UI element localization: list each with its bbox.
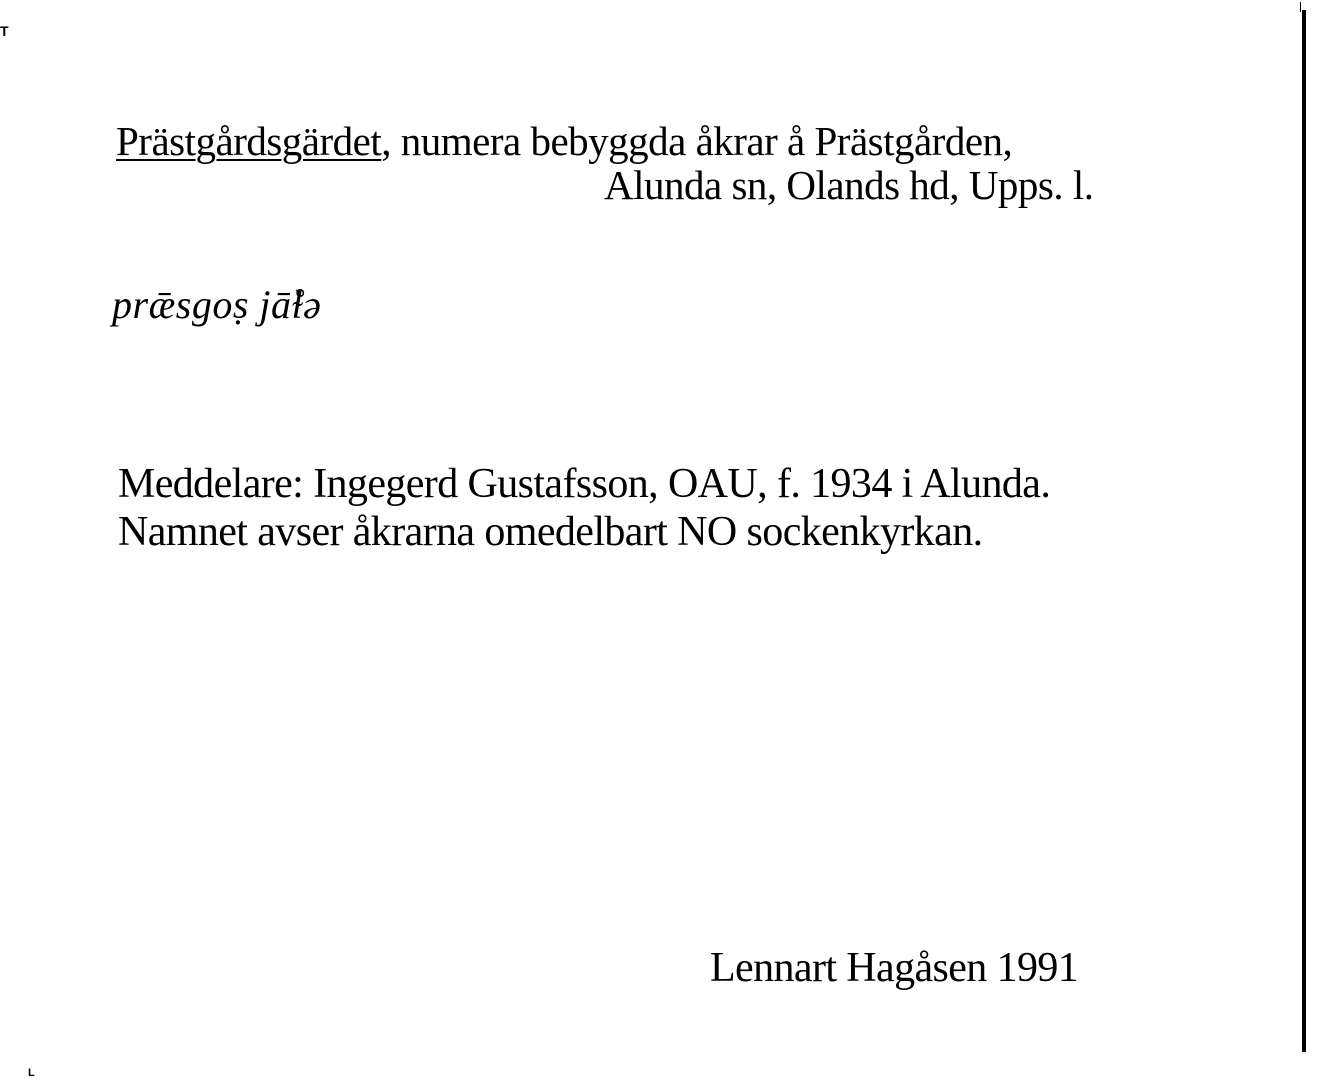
corner-mark-top: T (0, 23, 9, 39)
phonetic-transcription: prǣsgoṣ jā̊ɫə (112, 282, 322, 327)
heading-line-1 (116, 118, 1012, 164)
note-line: Namnet avser åkrarna omedelbart NO sockenkyrkan. (118, 509, 983, 555)
card-edge-mark (1300, 2, 1301, 12)
place-location: Alunda sn, Olands hd, Upps. l. (604, 162, 1094, 208)
place-description: , numera bebyggda åkrar å Prästgården, (381, 118, 1013, 164)
informant-line: Meddelare: Ingegerd Gustafsson, OAU, f. 1934 i Alunda. (118, 461, 1051, 507)
card-right-border (1302, 10, 1306, 1052)
place-name: Prästgårdsgärdet (116, 118, 382, 164)
collector-signature: Lennart Hagåsen 1991 (710, 945, 1079, 991)
corner-mark-bottom: L (28, 1067, 35, 1079)
